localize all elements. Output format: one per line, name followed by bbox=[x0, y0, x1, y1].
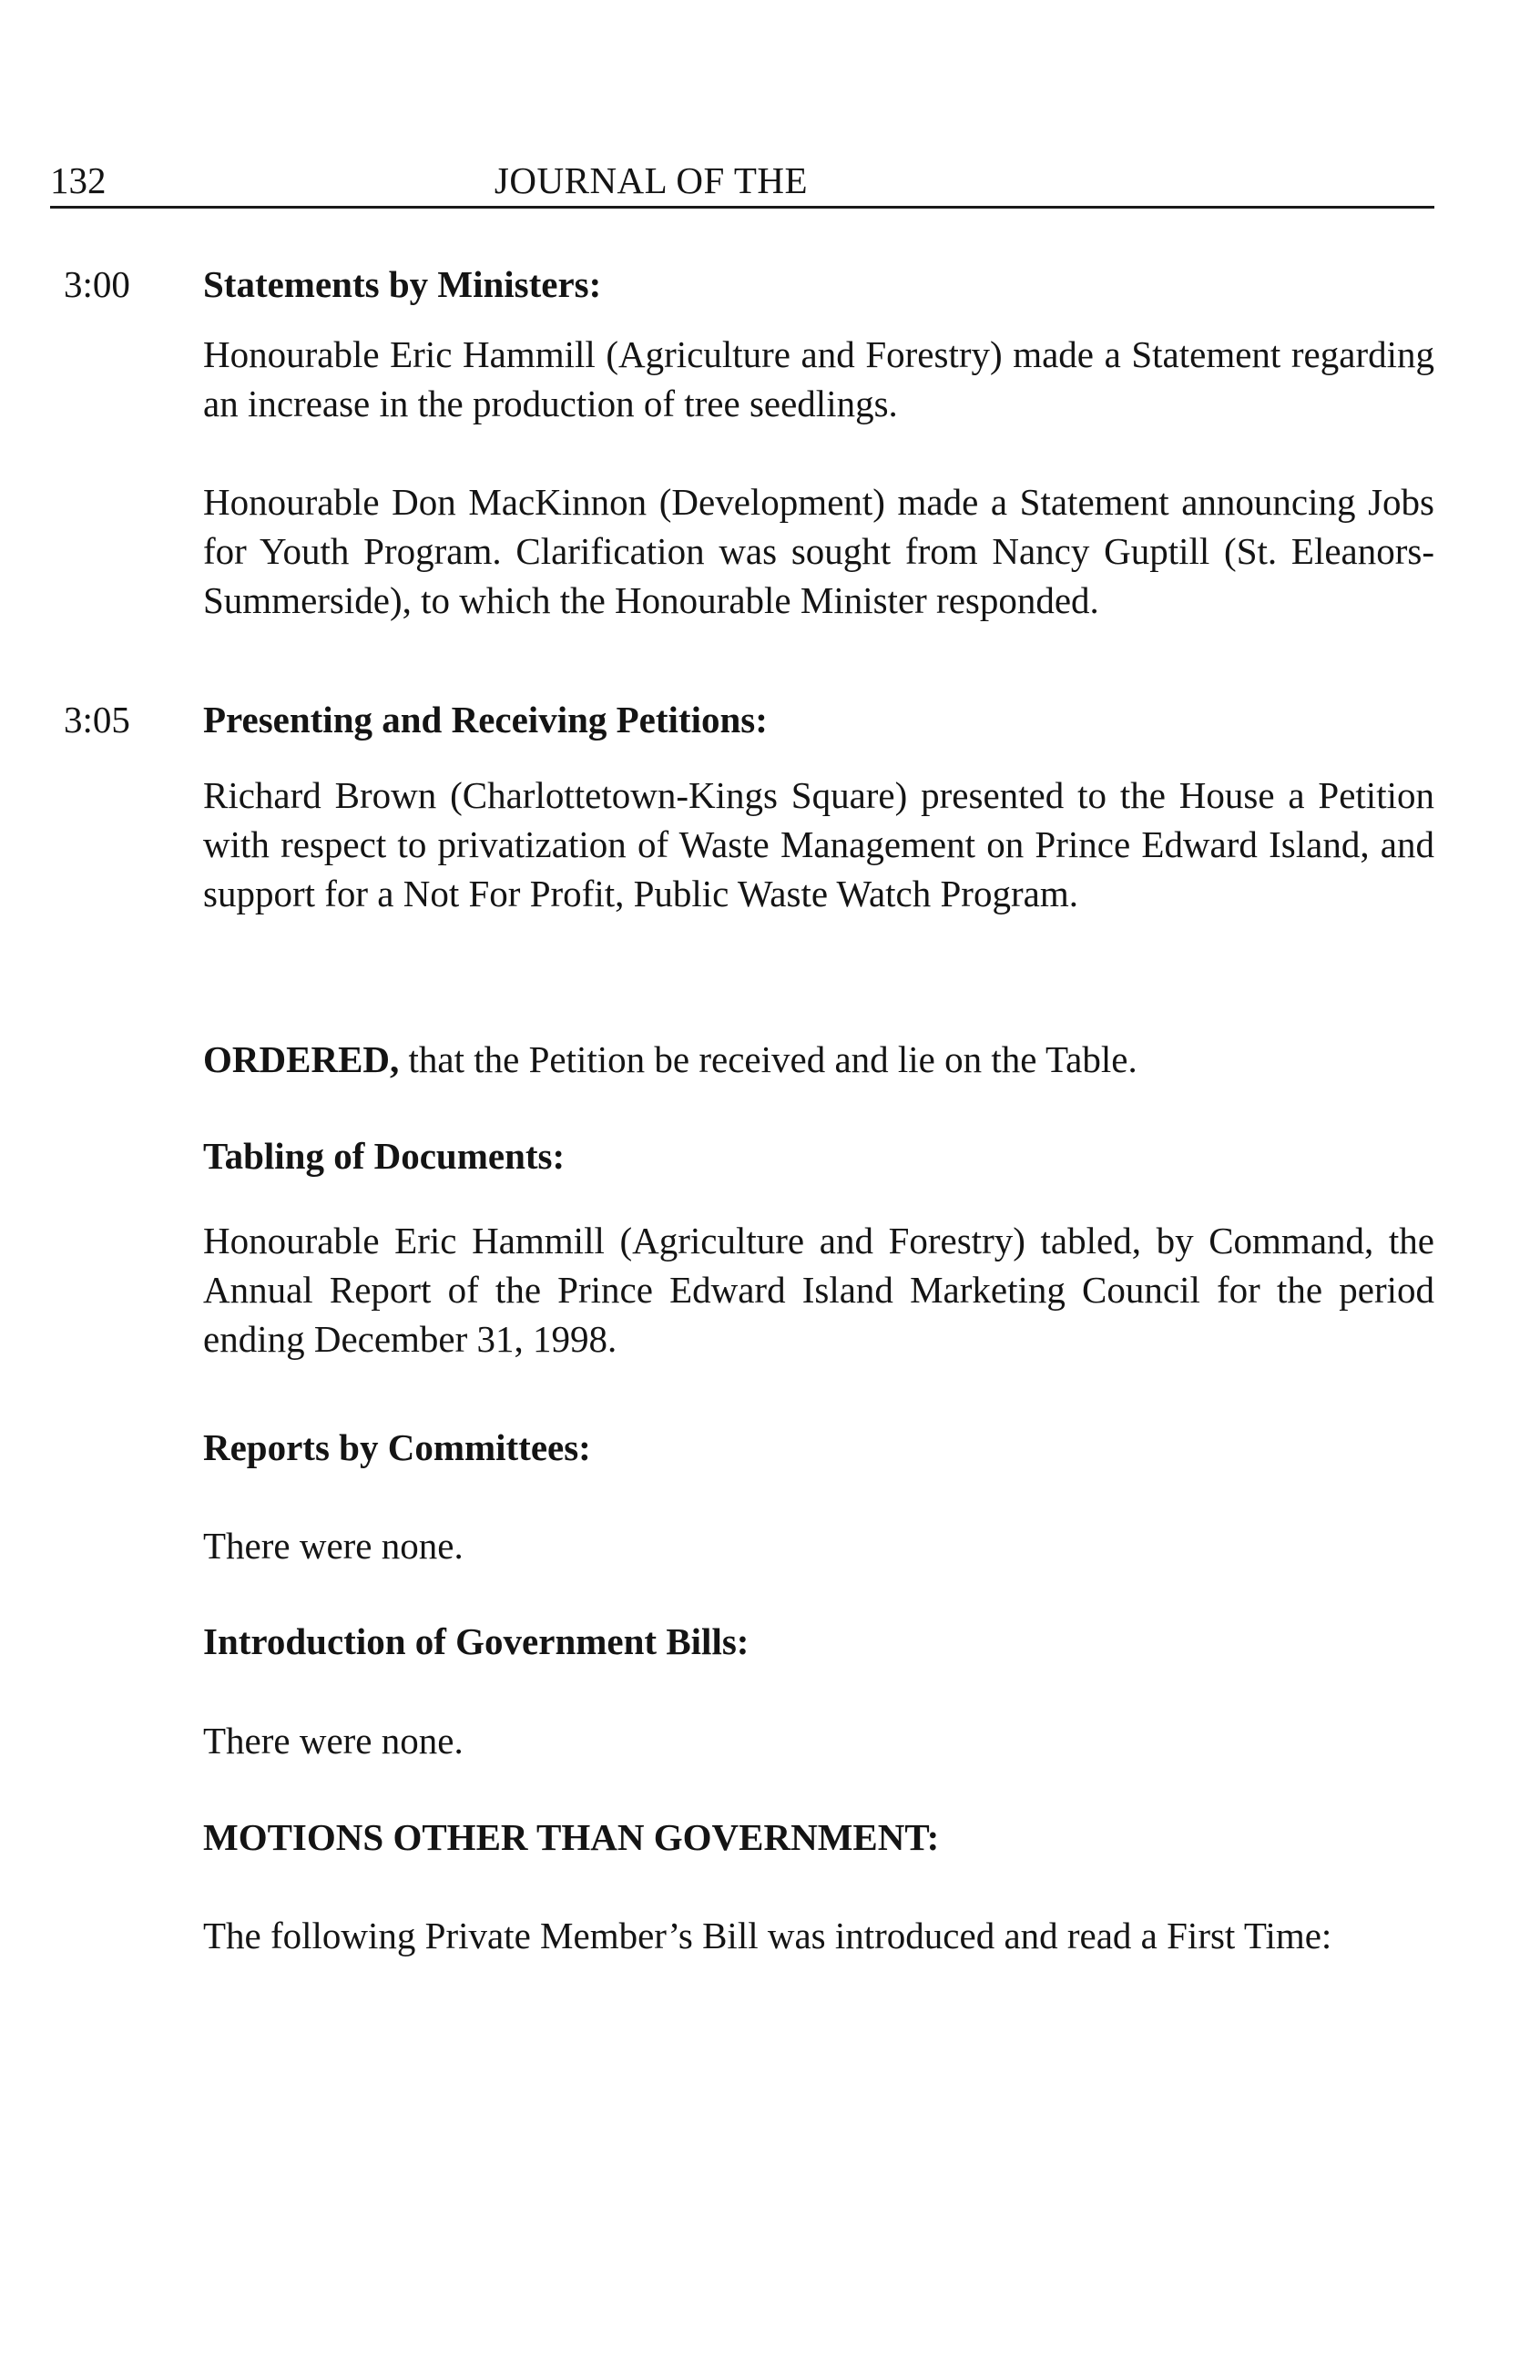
page-number: 132 bbox=[50, 159, 107, 201]
time-stamp-petitions: 3:05 bbox=[64, 699, 130, 741]
running-title: JOURNAL OF THE bbox=[494, 159, 809, 201]
paragraph-government-bills: There were none. bbox=[203, 1720, 464, 1762]
heading-reports-by-committees: Reports by Committees: bbox=[203, 1426, 591, 1468]
paragraph-ministers-1: Honourable Eric Hammill (Agriculture and Forestry) made a Statement regarding an increase in the production of tree seedlings. bbox=[203, 333, 1434, 424]
heading-tabling-of-documents: Tabling of Documents: bbox=[203, 1135, 566, 1177]
page-header bbox=[50, 153, 1434, 209]
heading-motions-other-than-government: MOTIONS OTHER THAN GOVERNMENT: bbox=[203, 1816, 940, 1858]
paragraph-tabling: Honourable Eric Hammill (Agriculture and Forestry) tabled, by Command, the Annual Report of the Prince Edward Island Marketing Council for the period ending December 31, 1998. bbox=[203, 1220, 1434, 1360]
paragraph-petition: Richard Brown (Charlottetown-Kings Square) presented to the House a Petition with respect to privatization of Waste Management on Prince Edward Island, and support for a Not For Profit, Public Waste Watch Program. bbox=[203, 774, 1434, 914]
heading-government-bills: Introduction of Government Bills: bbox=[203, 1620, 750, 1662]
heading-presenting-petitions: Presenting and Receiving Petitions: bbox=[203, 699, 768, 741]
paragraph-committees: There were none. bbox=[203, 1525, 464, 1567]
ordered-text: that the Petition be received and lie on the Table. bbox=[399, 1038, 1137, 1080]
ordered-lead: ORDERED, bbox=[203, 1038, 400, 1080]
paragraph-ministers-2: Honourable Don MacKinnon (Development) made a Statement announcing Jobs for Youth Program. Clarification was sought from Nancy Guptill (St. Eleanors-Summerside), to which the Honourable Minister responded. bbox=[203, 481, 1434, 621]
paragraph-ordered bbox=[203, 1035, 1434, 1084]
paragraph-motions: The following Private Member’s Bill was introduced and read a First Time: bbox=[203, 1915, 1332, 1956]
heading-statements-by-ministers: Statements by Ministers: bbox=[203, 263, 602, 305]
time-stamp-ministers: 3:00 bbox=[64, 263, 130, 305]
